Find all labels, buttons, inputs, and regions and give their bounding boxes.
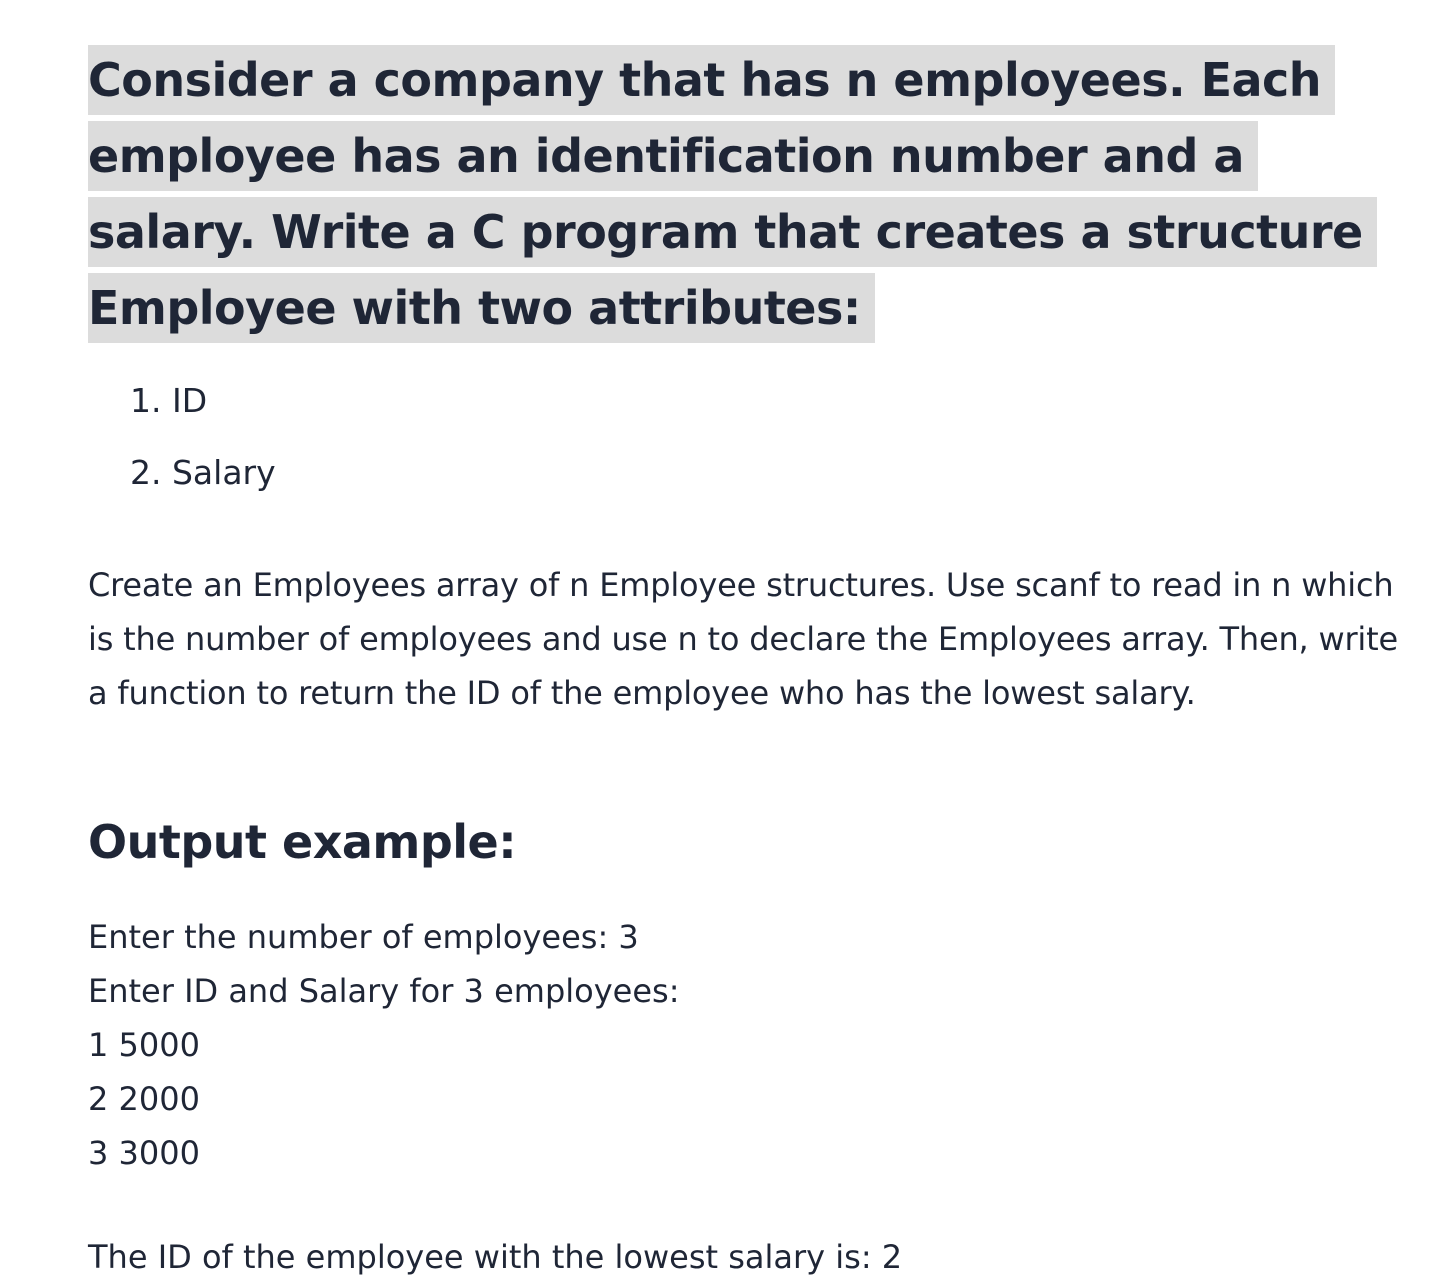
- output-example-title: Output example:: [88, 815, 517, 869]
- output-result: The ID of the employee with the lowest salary is: 2: [88, 1238, 903, 1276]
- question-heading: [88, 42, 1398, 346]
- output-line-prompt: Enter the number of employees: 3: [88, 918, 639, 956]
- question-content: [88, 42, 1398, 1276]
- list-item-salary: 2. Salary: [130, 453, 276, 492]
- output-line-employee-3: 3 3000: [88, 1134, 200, 1172]
- output-line-instruction: Enter ID and Salary for 3 employees:: [88, 972, 680, 1010]
- task-description: Create an Employees array of n Employee structures. Use scanf to read in n which is the number of employees and use n to declare the Employees array. Then, write a function to return the ID of the employee who has the lowest salary.: [88, 566, 1398, 712]
- output-example-lines: [88, 910, 679, 1180]
- output-line-employee-1: 1 5000: [88, 1026, 200, 1064]
- output-line-employee-2: 2 2000: [88, 1080, 200, 1118]
- highlighted-heading-text: Consider a company that has n employees. Each employee has an identification number and a salary. Write a C program that creates a structure Employee with two attributes:: [88, 45, 1377, 343]
- list-item-id: 1. ID: [130, 381, 208, 420]
- attribute-list: [130, 382, 276, 526]
